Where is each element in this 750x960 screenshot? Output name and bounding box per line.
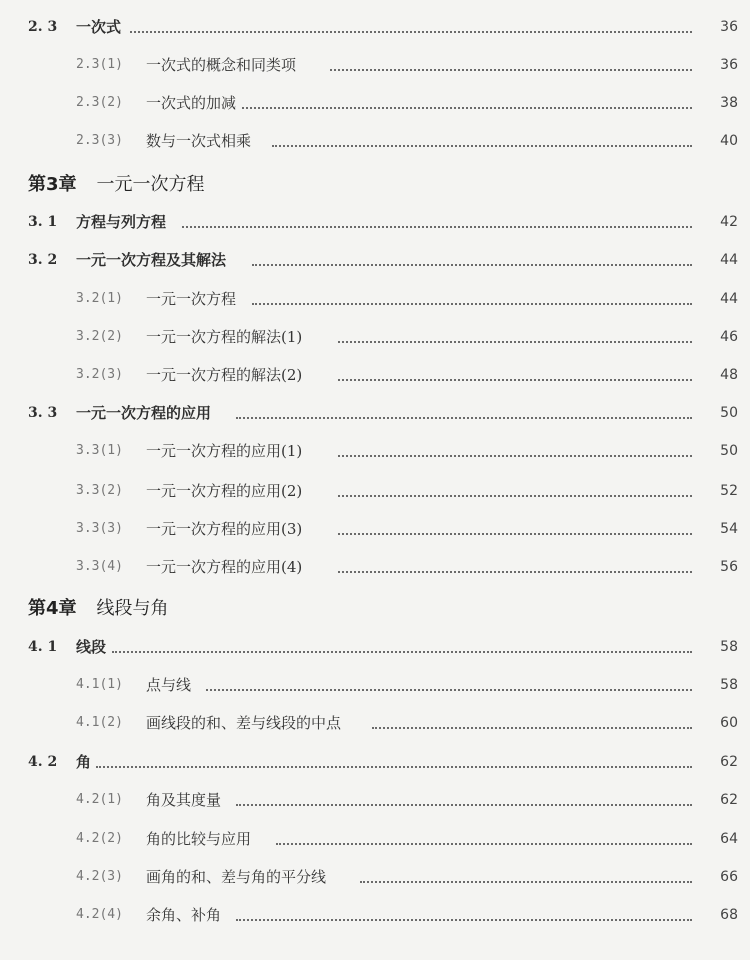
subsection-title: 一元一次方程的解法(1): [146, 328, 303, 346]
leader-dots: [338, 514, 692, 544]
leader-dots: [252, 245, 692, 275]
subsection-number: 3.2(3): [76, 367, 123, 382]
toc-entry[interactable]: [0, 708, 750, 738]
page-number: 50: [720, 405, 738, 421]
leader-dots: [252, 284, 692, 314]
leader-dots: [360, 862, 692, 892]
leader-dots: [236, 900, 692, 930]
leader-dots: [272, 126, 692, 156]
toc-entry[interactable]: [0, 360, 750, 390]
toc-entry[interactable]: [0, 476, 750, 506]
section-number: 2. 3: [28, 19, 58, 35]
page-number: 38: [720, 95, 738, 111]
subsection-title: 一元一次方程: [146, 290, 237, 308]
subsection-number: 4.2(2): [76, 831, 123, 846]
subsection-title: 点与线: [146, 676, 192, 694]
page-number: 36: [720, 57, 738, 73]
subsection-title: 一元一次方程的应用(3): [146, 520, 303, 538]
subsection-number: 4.2(4): [76, 907, 123, 922]
page-number: 50: [720, 443, 738, 459]
toc-entry[interactable]: [0, 50, 750, 80]
subsection-number: 3.3(1): [76, 443, 123, 458]
toc-entry[interactable]: [0, 824, 750, 854]
leader-dots: [338, 552, 692, 582]
page-number: 66: [720, 869, 738, 885]
section-number: 3. 3: [28, 405, 58, 421]
leader-dots: [338, 322, 692, 352]
subsection-number: 4.1(1): [76, 677, 123, 692]
subsection-number: 2.3(2): [76, 95, 123, 110]
section-title: 一元一次方程及其解法: [76, 251, 227, 269]
chapter-heading[interactable]: [28, 168, 205, 202]
subsection-number: 4.2(1): [76, 792, 123, 807]
subsection-number: 2.3(3): [76, 133, 123, 148]
toc-entry[interactable]: [0, 514, 750, 544]
page-number: 52: [720, 483, 738, 499]
subsection-title: 角的比较与应用: [146, 830, 252, 848]
section-title: 一次式: [76, 18, 122, 36]
subsection-title: 角及其度量: [146, 791, 222, 809]
subsection-title: 一元一次方程的应用(2): [146, 482, 303, 500]
leader-dots: [276, 824, 692, 854]
page-number: 62: [720, 754, 738, 770]
page-number: 44: [720, 291, 738, 307]
subsection-number: 3.2(2): [76, 329, 123, 344]
subsection-title: 数与一次式相乘: [146, 132, 252, 150]
leader-dots: [130, 12, 692, 42]
chapter-title: 一元一次方程: [96, 174, 205, 195]
toc-entry[interactable]: [0, 207, 750, 237]
subsection-number: 3.3(3): [76, 521, 123, 536]
subsection-title: 一次式的加减: [146, 94, 237, 112]
subsection-number: 3.3(2): [76, 483, 123, 498]
page-number: 40: [720, 133, 738, 149]
page-number: 58: [720, 639, 738, 655]
leader-dots: [338, 476, 692, 506]
page-number: 44: [720, 252, 738, 268]
toc-entry[interactable]: [0, 245, 750, 275]
section-title: 方程与列方程: [76, 213, 167, 231]
toc-entry[interactable]: [0, 398, 750, 428]
leader-dots: [242, 88, 692, 118]
leader-dots: [236, 785, 692, 815]
toc-entry[interactable]: [0, 284, 750, 314]
leader-dots: [112, 632, 692, 662]
page-number: 46: [720, 329, 738, 345]
page-number: 54: [720, 521, 738, 537]
subsection-title: 一元一次方程的应用(1): [146, 442, 303, 460]
page-number: 58: [720, 677, 738, 693]
leader-dots: [338, 360, 692, 390]
section-title: 一元一次方程的应用: [76, 404, 212, 422]
toc-entry[interactable]: [0, 436, 750, 466]
toc-entry[interactable]: [0, 900, 750, 930]
subsection-number: 3.2(1): [76, 291, 123, 306]
section-title: 角: [76, 753, 92, 771]
toc-entry[interactable]: [0, 862, 750, 892]
page-number: 62: [720, 792, 738, 808]
page-number: 36: [720, 19, 738, 35]
subsection-number: 3.3(4): [76, 559, 123, 574]
page-number: 48: [720, 367, 738, 383]
subsection-title: 一次式的概念和同类项: [146, 56, 297, 74]
subsection-number: 4.1(2): [76, 715, 123, 730]
leader-dots: [330, 50, 692, 80]
subsection-number: 2.3(1): [76, 57, 123, 72]
chapter-number: 第3章: [28, 174, 77, 195]
toc-entry[interactable]: [0, 552, 750, 582]
toc-entry[interactable]: [0, 12, 750, 42]
page-number: 60: [720, 715, 738, 731]
toc-entry[interactable]: [0, 785, 750, 815]
page-number: 42: [720, 214, 738, 230]
toc-entry[interactable]: [0, 322, 750, 352]
section-number: 4. 1: [28, 639, 58, 655]
toc-entry[interactable]: [0, 747, 750, 777]
leader-dots: [206, 670, 692, 700]
leader-dots: [372, 708, 692, 738]
subsection-title: 一元一次方程的应用(4): [146, 558, 303, 576]
toc-entry[interactable]: [0, 88, 750, 118]
page-number: 68: [720, 907, 738, 923]
leader-dots: [338, 436, 692, 466]
chapter-title: 线段与角: [96, 598, 169, 619]
toc-entry[interactable]: [0, 670, 750, 700]
subsection-title: 余角、补角: [146, 906, 222, 924]
subsection-title: 画线段的和、差与线段的中点: [146, 714, 342, 732]
page-number: 64: [720, 831, 738, 847]
chapter-heading[interactable]: [28, 592, 169, 626]
section-number: 3. 1: [28, 214, 58, 230]
page-number: 56: [720, 559, 738, 575]
section-number: 3. 2: [28, 252, 58, 268]
subsection-title: 一元一次方程的解法(2): [146, 366, 303, 384]
subsection-number: 4.2(3): [76, 869, 123, 884]
leader-dots: [96, 747, 692, 777]
toc-entry[interactable]: [0, 126, 750, 156]
section-title: 线段: [76, 638, 107, 656]
toc-entry[interactable]: [0, 632, 750, 662]
leader-dots: [182, 207, 692, 237]
subsection-title: 画角的和、差与角的平分线: [146, 868, 327, 886]
chapter-number: 第4章: [28, 598, 77, 619]
leader-dots: [236, 398, 692, 428]
section-number: 4. 2: [28, 754, 58, 770]
